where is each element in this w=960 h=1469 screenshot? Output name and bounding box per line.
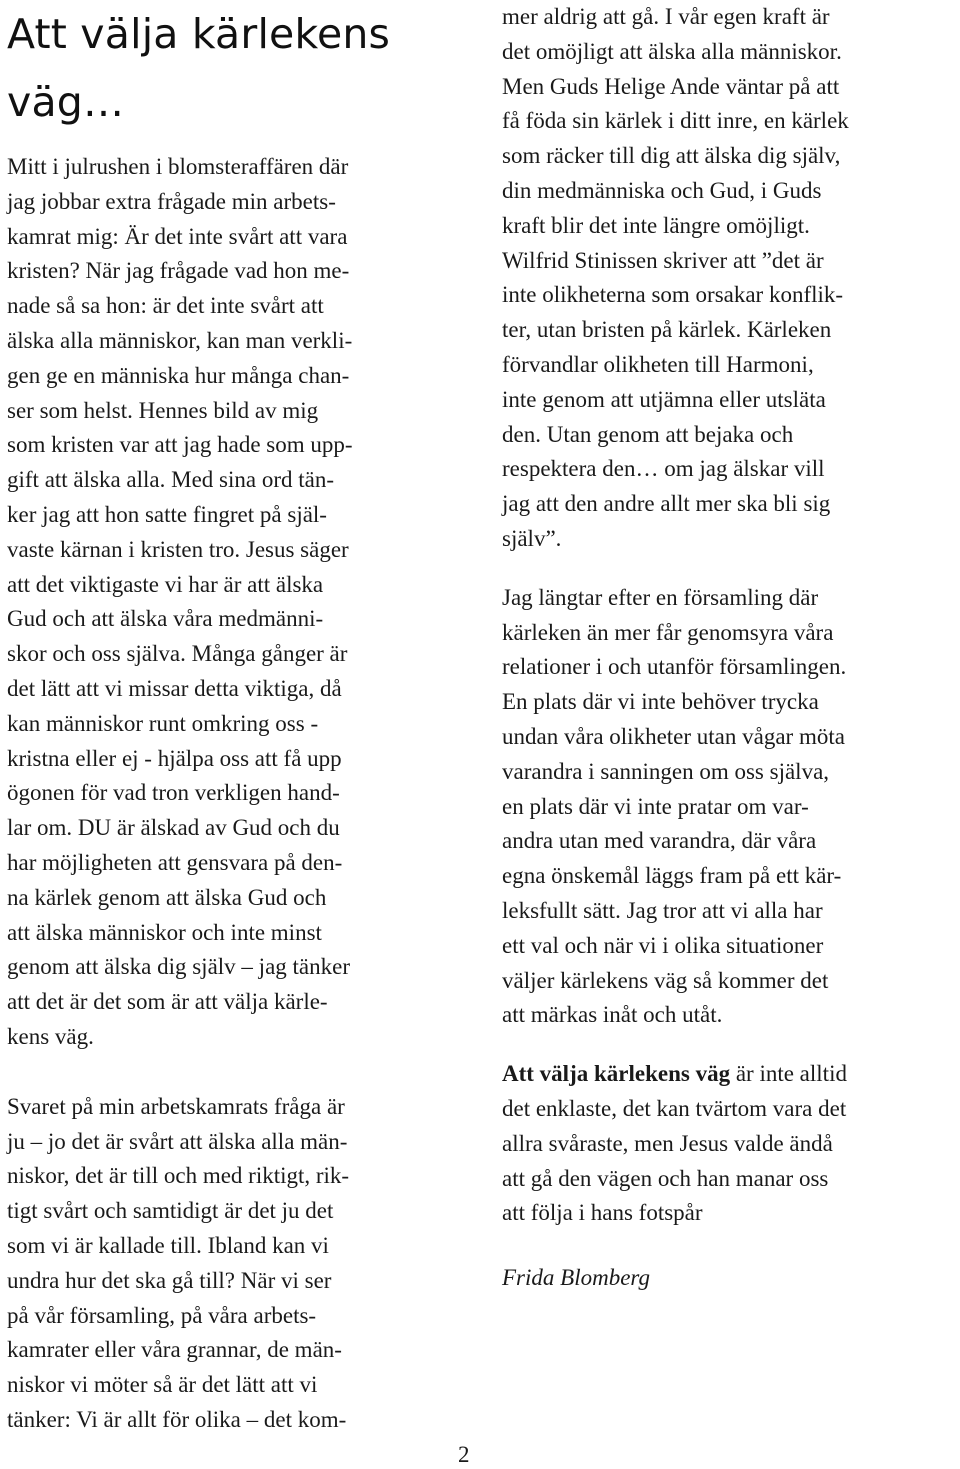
- text-line: jag att den andre allt mer ska bli sig: [502, 491, 831, 517]
- text-line: det omöjligt att älska alla människor.: [502, 38, 842, 64]
- text-line: den. Utan genom att bejaka och: [502, 421, 794, 447]
- text-line: tigt svårt och samtidigt är det ju det: [7, 1198, 334, 1224]
- article-title-line-1: Att välja kärlekens: [7, 10, 391, 58]
- text-line: leksfullt sätt. Jag tror att vi alla har: [502, 897, 823, 923]
- text-line: ögonen för vad tron verkligen hand-: [7, 780, 340, 806]
- text-line: kristen? När jag frågade vad hon me-: [7, 258, 350, 284]
- right-paragraph-3-bold-lead: Att välja kärlekens väg: [502, 1061, 731, 1087]
- text-line: att det viktigaste vi har är att älska: [7, 571, 324, 597]
- text-line: lar om. DU är älskad av Gud och du: [7, 815, 340, 841]
- text-line: ker jag att hon satte fingret på själ-: [7, 501, 327, 527]
- text-line: kamrat mig: Är det inte svårt att vara: [7, 223, 348, 249]
- text-line: väljer kärlekens väg så kommer det: [502, 967, 829, 993]
- article-title: [7, 0, 465, 136]
- text-line: gen ge en människa hur många chan-: [7, 362, 350, 388]
- text-line: själv”.: [502, 525, 562, 551]
- text-line: Wilfrid Stinissen skriver att ”det är: [502, 247, 824, 273]
- text-line: kristna eller ej - hjälpa oss att få upp: [7, 745, 342, 771]
- left-paragraph-2: [7, 1090, 465, 1438]
- text-line: Svaret på min arbetskamrats fråga är: [7, 1093, 345, 1119]
- text-line: undan våra olikheter utan vågar möta: [502, 723, 845, 749]
- left-paragraph-1: [7, 150, 465, 1055]
- text-line: En plats där vi inte behöver trycka: [502, 689, 819, 715]
- text-line: Men Guds Helige Ande väntar på att: [502, 73, 840, 99]
- text-line: din medmänniska och Gud, i Guds: [502, 177, 822, 203]
- right-paragraph-3: [502, 1057, 958, 1231]
- text-line: egna önskemål läggs fram på ett kär-: [502, 863, 842, 889]
- text-line: relationer i och utanför församlingen.: [502, 654, 847, 680]
- text-line: inte olikheterna som orsakar konflik-: [502, 282, 844, 308]
- text-line: niskor vi möter så är det lätt att vi: [7, 1372, 318, 1398]
- text-line: det enklaste, det kan tvärtom vara det: [502, 1095, 847, 1121]
- page-number: 2: [458, 1442, 470, 1467]
- text-line: tänker: Vi är allt för olika – det kom-: [7, 1406, 347, 1432]
- text-line: niskor, det är till och med riktigt, rik-: [7, 1163, 350, 1189]
- text-line: att märkas inåt och utåt.: [502, 1002, 723, 1028]
- text-line: nade så sa hon: är det inte svårt att: [7, 293, 324, 319]
- text-line: ser som helst. Hennes bild av mig: [7, 397, 319, 423]
- text-line: har möjligheten att gensvara på den-: [7, 849, 343, 875]
- text-line: andra utan med varandra, där våra: [502, 828, 817, 854]
- text-line: ju – jo det är svårt att älska alla män-: [7, 1128, 348, 1154]
- text-line: varandra i sanningen om oss själva,: [502, 758, 830, 784]
- text-line: en plats där vi inte pratar om var-: [502, 793, 809, 819]
- right-paragraph-2: [502, 581, 958, 1033]
- text-line: att gå den vägen och han manar oss: [502, 1165, 829, 1191]
- text-line: genom att älska dig själv – jag tänker: [7, 954, 350, 980]
- text-line: kens väg.: [7, 1023, 94, 1049]
- text-line: inte genom att utjämna eller utsläta: [502, 386, 826, 412]
- right-paragraph-1: [502, 0, 958, 557]
- text-line: vaste kärnan i kristen tro. Jesus säger: [7, 536, 349, 562]
- text-line: är inte alltid: [730, 1061, 847, 1087]
- text-line: skor och oss själva. Många gånger är: [7, 641, 348, 667]
- author-signature: Frida Blomberg: [502, 1265, 650, 1291]
- text-line: som räcker till dig att älska dig själv,: [502, 143, 841, 169]
- text-line: kraft blir det inte längre omöjligt.: [502, 212, 810, 238]
- article-title-line-2: väg…: [7, 78, 125, 126]
- text-line: undra hur det ska gå till? När vi ser: [7, 1267, 332, 1293]
- text-line: kan människor runt omkring oss -: [7, 710, 319, 736]
- text-line: som vi är kallade till. Ibland kan vi: [7, 1232, 329, 1258]
- text-line: mer aldrig att gå. I vår egen kraft är: [502, 4, 830, 29]
- text-line: att följa i hans fotspår: [502, 1200, 703, 1226]
- text-line: förvandlar olikheten till Harmoni,: [502, 351, 814, 377]
- text-line: ett val och när vi i olika situationer: [502, 932, 824, 958]
- text-line: jag jobbar extra frågade min arbets-: [7, 188, 336, 214]
- right-column: [502, 0, 958, 1296]
- left-column: [7, 0, 465, 1438]
- text-line: Jag längtar efter en församling där: [502, 584, 819, 610]
- text-line: respektera den… om jag älskar vill: [502, 456, 825, 482]
- text-line: som kristen var att jag hade som upp-: [7, 432, 353, 458]
- text-line: Mitt i julrushen i blomsteraffären där: [7, 154, 349, 179]
- text-line: älska alla människor, kan man verkli-: [7, 327, 353, 353]
- text-line: allra svåraste, men Jesus valde ändå: [502, 1130, 833, 1156]
- text-line: att det är det som är att välja kärle-: [7, 989, 328, 1015]
- text-line: Gud och att älska våra medmänni-: [7, 606, 324, 632]
- text-line: att älska människor och inte minst: [7, 919, 322, 945]
- text-line: ter, utan bristen på kärlek. Kärleken: [502, 317, 832, 343]
- text-line: få föda sin kärlek i ditt inre, en kärlek: [502, 108, 849, 134]
- text-line: kärleken än mer får genomsyra våra: [502, 619, 834, 645]
- text-line: det lätt att vi missar detta viktiga, då: [7, 675, 342, 701]
- text-line: na kärlek genom att älska Gud och: [7, 884, 327, 910]
- text-line: på vår församling, på våra arbets-: [7, 1302, 317, 1328]
- text-line: kamrater eller våra grannar, de män-: [7, 1337, 342, 1363]
- text-line: gift att älska alla. Med sina ord tän-: [7, 467, 335, 493]
